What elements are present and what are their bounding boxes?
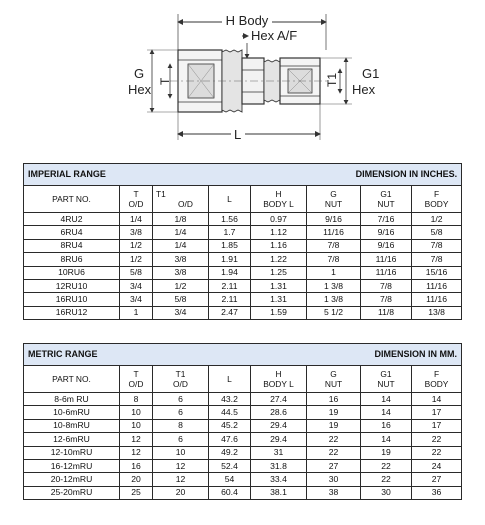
metric-range-table (23, 343, 462, 500)
table-cell: 7/8 (412, 239, 462, 252)
imperial-title-bar (24, 164, 462, 186)
table-cell: 1 (307, 266, 361, 279)
part-number-cell: 20-12mRU (24, 473, 120, 486)
header-h: H BODY L (251, 186, 307, 213)
table-cell: 8 (153, 419, 209, 432)
table-cell: 1 3/8 (307, 293, 361, 306)
table-cell: 1/4 (120, 213, 153, 226)
table-cell: 1.31 (251, 293, 307, 306)
header-f: F BODY (412, 186, 462, 213)
table-cell: 14 (361, 406, 412, 419)
table-cell: 30 (307, 473, 361, 486)
table-cell: 6 (153, 393, 209, 406)
table-cell: 60.4 (209, 486, 251, 499)
part-number-cell: 25-20mRU (24, 486, 120, 499)
table-cell: 11/8 (361, 306, 412, 319)
h-body-label: H Body (225, 13, 269, 28)
table-cell: 11/16 (361, 266, 412, 279)
table-cell: 1.94 (209, 266, 251, 279)
table-cell: 45.2 (209, 419, 251, 432)
header-t: T O/D (120, 186, 153, 213)
hex-af-label: Hex A/F (251, 28, 298, 43)
table-cell: 9/16 (361, 226, 412, 239)
table-cell: 7/16 (361, 213, 412, 226)
table-cell: 16 (361, 419, 412, 432)
table-cell: 5/8 (120, 266, 153, 279)
table-cell: 14 (361, 433, 412, 446)
table-cell: 1.12 (251, 226, 307, 239)
part-number-cell: 12-6mRU (24, 433, 120, 446)
table-cell: 16 (120, 459, 153, 472)
table-cell: 3/4 (120, 293, 153, 306)
table-cell: 1/4 (153, 226, 209, 239)
table-row (24, 253, 462, 266)
t-label: T (158, 77, 172, 85)
table-row (24, 226, 462, 239)
table-cell: 54 (209, 473, 251, 486)
table-cell: 27 (412, 473, 462, 486)
part-number-cell: 8RU6 (24, 253, 120, 266)
table-row (24, 473, 462, 486)
table-cell: 6 (153, 433, 209, 446)
table-cell: 22 (412, 433, 462, 446)
table-cell: 3/8 (153, 253, 209, 266)
table-cell: 0.97 (251, 213, 307, 226)
part-number-cell: 16-12mRU (24, 459, 120, 472)
imperial-unit: DIMENSION IN INCHES. (355, 169, 458, 179)
table-cell: 44.5 (209, 406, 251, 419)
table-cell: 25 (120, 486, 153, 499)
l-label: L (234, 127, 242, 142)
header-f: F BODY (412, 366, 462, 393)
table-cell: 10 (120, 406, 153, 419)
header-part-no: PART NO. (24, 366, 120, 393)
table-cell: 2.11 (209, 293, 251, 306)
table-cell: 22 (307, 446, 361, 459)
part-number-cell: 4RU2 (24, 213, 120, 226)
table-cell: 31 (251, 446, 307, 459)
table-cell: 12 (153, 473, 209, 486)
part-number-cell: 10-8mRU (24, 419, 120, 432)
table-cell: 9/16 (307, 213, 361, 226)
header-g1: G1 NUT (361, 366, 412, 393)
table-cell: 16 (307, 393, 361, 406)
table-cell: 49.2 (209, 446, 251, 459)
header-l: L (209, 186, 251, 213)
table-cell: 6 (153, 406, 209, 419)
table-cell: 27 (307, 459, 361, 472)
table-cell: 12 (120, 446, 153, 459)
table-cell: 19 (307, 406, 361, 419)
table-row (24, 419, 462, 432)
table-cell: 9/16 (361, 239, 412, 252)
table-row (24, 213, 462, 226)
table-cell: 15/16 (412, 266, 462, 279)
g-label: G (134, 66, 145, 81)
table-cell: 3/4 (153, 306, 209, 319)
metric-title-bar (24, 344, 462, 366)
table-cell: 3/8 (153, 266, 209, 279)
table-cell: 11/16 (412, 279, 462, 292)
part-number-cell: 12-10mRU (24, 446, 120, 459)
table-cell: 19 (361, 446, 412, 459)
table-cell: 1/2 (120, 253, 153, 266)
table-cell: 1/8 (153, 213, 209, 226)
table-cell: 10 (120, 419, 153, 432)
table-cell: 36 (412, 486, 462, 499)
table-cell: 1.56 (209, 213, 251, 226)
part-number-cell: 8-6m RU (24, 393, 120, 406)
table-cell: 5 1/2 (307, 306, 361, 319)
header-g: G NUT (307, 186, 361, 213)
header-t: T O/D (120, 366, 153, 393)
table-cell: 22 (361, 459, 412, 472)
table-cell: 11/16 (361, 253, 412, 266)
table-cell: 1 3/8 (307, 279, 361, 292)
imperial-title: IMPERIAL RANGE (28, 169, 106, 179)
table-row (24, 433, 462, 446)
table-cell: 2.47 (209, 306, 251, 319)
fitting-drawing (0, 0, 485, 150)
table-cell: 7/8 (361, 279, 412, 292)
header-l: L (209, 366, 251, 393)
table-row (24, 459, 462, 472)
table-cell: 1/4 (153, 239, 209, 252)
table-cell: 22 (361, 473, 412, 486)
table-cell: 7/8 (307, 239, 361, 252)
header-g: G NUT (307, 366, 361, 393)
table-row (24, 279, 462, 292)
table-cell: 1.59 (251, 306, 307, 319)
metric-unit: DIMENSION IN MM. (374, 349, 457, 359)
header-t1: T1 O/D (153, 366, 209, 393)
table-row (24, 239, 462, 252)
table-row (24, 266, 462, 279)
table-cell: 1.16 (251, 239, 307, 252)
table-cell: 12 (153, 459, 209, 472)
table-cell: 30 (361, 486, 412, 499)
table-cell: 1.7 (209, 226, 251, 239)
table-cell: 38 (307, 486, 361, 499)
table-cell: 29.4 (251, 433, 307, 446)
header-h: H BODY L (251, 366, 307, 393)
table-cell: 38.1 (251, 486, 307, 499)
header-part-no: PART NO. (24, 186, 120, 213)
table-cell: 1.31 (251, 279, 307, 292)
left-nut (178, 50, 222, 112)
table-cell: 5/8 (153, 293, 209, 306)
metric-title: METRIC RANGE (28, 349, 98, 359)
table-cell: 1/2 (120, 239, 153, 252)
table-cell: 47.6 (209, 433, 251, 446)
table-cell: 10 (153, 446, 209, 459)
table-row (24, 446, 462, 459)
table-cell: 7/8 (361, 293, 412, 306)
table-cell: 22 (307, 433, 361, 446)
table-cell: 17 (412, 419, 462, 432)
table-cell: 13/8 (412, 306, 462, 319)
part-number-cell: 12RU10 (24, 279, 120, 292)
table-cell: 20 (153, 486, 209, 499)
hex-right-label: Hex (352, 82, 376, 97)
part-number-cell: 6RU4 (24, 226, 120, 239)
table-cell: 29.4 (251, 419, 307, 432)
table-cell: 7/8 (412, 253, 462, 266)
table-cell: 5/8 (412, 226, 462, 239)
header-g1: G1 NUT (361, 186, 412, 213)
hex-left-label: Hex (128, 82, 152, 97)
table-cell: 1.85 (209, 239, 251, 252)
table-row (24, 293, 462, 306)
table-cell: 28.6 (251, 406, 307, 419)
table-cell: 11/16 (412, 293, 462, 306)
part-number-cell: 10RU6 (24, 266, 120, 279)
table-cell: 11/16 (307, 226, 361, 239)
table-cell: 12 (120, 433, 153, 446)
table-cell: 20 (120, 473, 153, 486)
header-t1: T1 O/D (153, 186, 209, 213)
table-cell: 2.11 (209, 279, 251, 292)
table-cell: 1/2 (153, 279, 209, 292)
imperial-header-row (24, 186, 462, 213)
table-row (24, 393, 462, 406)
table-cell: 3/8 (120, 226, 153, 239)
table-cell: 1/2 (412, 213, 462, 226)
table-cell: 14 (412, 393, 462, 406)
table-cell: 1.22 (251, 253, 307, 266)
table-cell: 22 (412, 446, 462, 459)
part-number-cell: 10-6mRU (24, 406, 120, 419)
table-cell: 43.2 (209, 393, 251, 406)
table-cell: 17 (412, 406, 462, 419)
table-cell: 3/4 (120, 279, 153, 292)
table-cell: 31.8 (251, 459, 307, 472)
table-cell: 19 (307, 419, 361, 432)
table-row (24, 406, 462, 419)
table-cell: 33.4 (251, 473, 307, 486)
part-number-cell: 16RU10 (24, 293, 120, 306)
table-cell: 27.4 (251, 393, 307, 406)
table-cell: 1.25 (251, 266, 307, 279)
table-cell: 14 (361, 393, 412, 406)
imperial-range-table (23, 163, 462, 320)
table-row (24, 306, 462, 319)
part-number-cell: 16RU12 (24, 306, 120, 319)
t1-label: T1 (325, 72, 339, 87)
metric-header-row (24, 366, 462, 393)
table-cell: 1.91 (209, 253, 251, 266)
table-cell: 24 (412, 459, 462, 472)
g1-label: G1 (362, 66, 380, 81)
table-cell: 52.4 (209, 459, 251, 472)
table-cell: 8 (120, 393, 153, 406)
table-cell: 7/8 (307, 253, 361, 266)
table-cell: 1 (120, 306, 153, 319)
table-row (24, 486, 462, 499)
part-number-cell: 8RU4 (24, 239, 120, 252)
